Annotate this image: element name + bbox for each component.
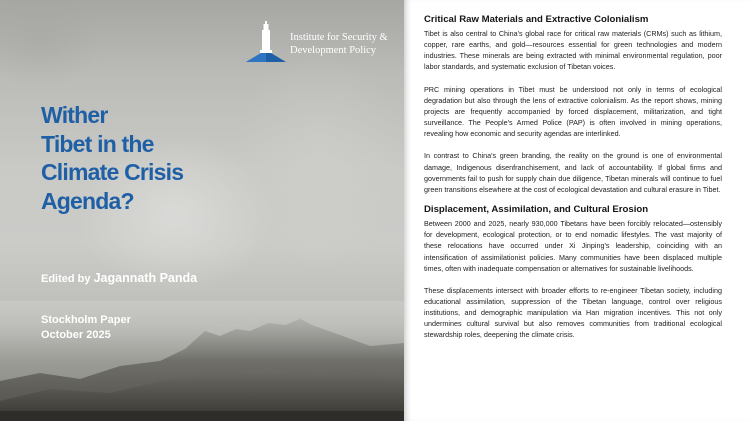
article-body (424, 14, 722, 352)
institute-name (290, 32, 404, 57)
report-title-line1: Wither (41, 102, 108, 128)
report-title-line2: Tibet in the (41, 130, 154, 157)
paragraph: PRC mining operations in Tibet must be understood not only in terms of ecological degradation but also through the lens of extractive colonialism. As the report shows, mining projects are frequently accompanied by forced displacement, militarization, and tight surveillance. The People's Armed Police (PAP) is often involved in mining operations, revealing how economic and security agendas are interlinked. (424, 84, 722, 139)
article-page (404, 0, 750, 421)
paper-date: October 2025 (41, 329, 111, 341)
paragraph: These displacements intersect with broader efforts to re-engineer Tibetan society, including educational assimilation, suppression of the Tibetan language, control over religious institutions, and demographic manipulation via Han migration incentives. This not only undermines cultural survival but also removes communities from traditional ecological stewardship roles, deepening the climate crisis. (424, 285, 722, 340)
institute-name-line1: Institute for Security & (290, 32, 388, 43)
paragraph: Between 2000 and 2025, nearly 930,000 Tibetans have been forcibly relocated—ostensibly for development, ecological protection, or to end nomadic lifestyles. The vast majority of these relocations have occurred under Xi Jinping's leadership, coinciding with an intensification of assimilationist policies. Many communities have been displaced multiple times, often with inadequate compensation or alternatives for sustainable livelihoods. (424, 219, 722, 273)
editor-prefix: Edited by (41, 273, 91, 285)
report-title-line4: Agenda? (41, 187, 134, 214)
report-title (41, 101, 261, 215)
institute-logo (243, 20, 401, 64)
paper-series: Stockholm Paper (41, 314, 131, 326)
section-heading-displacement: Displacement, Assimilation, and Cultural Erosion (424, 204, 649, 216)
section-heading-critical-raw-materials: Critical Raw Materials and Extractive Colonialism (424, 14, 649, 25)
lighthouse-icon (243, 20, 289, 64)
paragraph: Tibet is also central to China's global race for critical raw materials (CRMs) such as lithium, copper, rare earths, and gold—resources essential for green technologies and modern industries. These minerals are being extracted with minimal environmental regulation, poor labor standards, and systematic exclusion of Tibetan voices. (424, 29, 722, 72)
mountain-landscape-image (0, 261, 404, 421)
paragraph: In contrast to China's green branding, the reality on the ground is one of environmental damage, Indigenous disenfranchisement, and lack of accountability. If global firms and governments fail to push for supply chain due diligence, Tibetan minerals will continue to fuel green transitions elsewhere at the cost of ecological devastation and cultural erasure in Tibet. (424, 151, 722, 194)
editor-name: Jagannath Panda (93, 271, 198, 285)
report-title-line3: Climate Crisis (41, 159, 184, 185)
editor-credit (41, 271, 197, 285)
institute-name-line2: Development Policy (290, 44, 377, 56)
